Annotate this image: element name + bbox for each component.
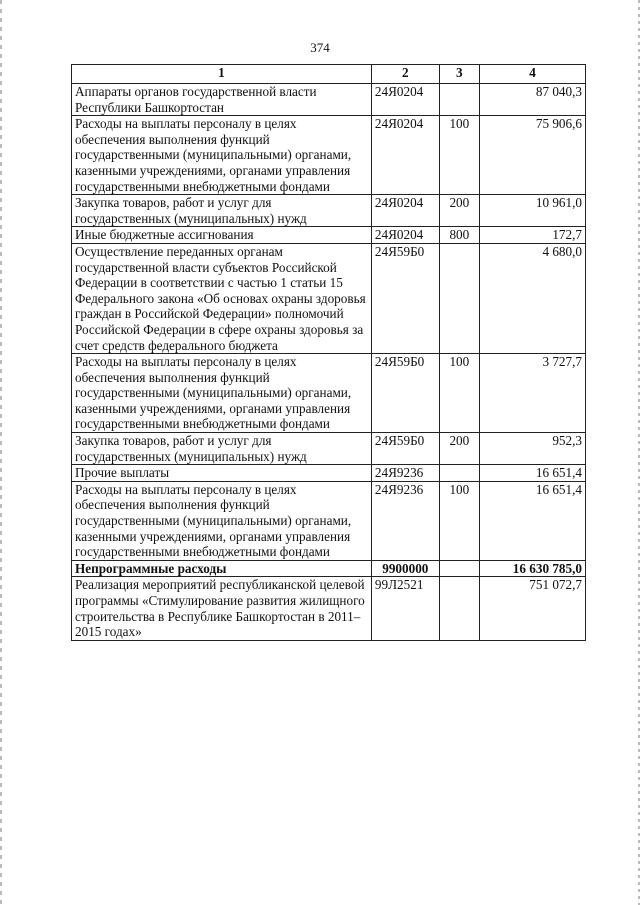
row-code: 24Я0204	[371, 195, 439, 227]
row-group	[439, 560, 479, 577]
table-row	[72, 84, 586, 116]
row-name: Реализация мероприятий республиканской целевой программы «Стимулирование развития жилищного строительства в Республике Башкортостан в 2011–2015 годах»	[72, 577, 372, 640]
row-amount: 16 651,4	[479, 465, 585, 482]
header-cell-amount: 4	[479, 65, 585, 84]
row-code: 24Я0204	[371, 84, 439, 116]
table-row	[72, 195, 586, 227]
row-amount: 16 651,4	[479, 481, 585, 560]
row-amount: 751 072,7	[479, 577, 585, 640]
row-group	[439, 84, 479, 116]
row-group: 100	[439, 116, 479, 195]
row-amount: 3 727,7	[479, 354, 585, 433]
row-group	[439, 243, 479, 353]
row-name: Расходы на выплаты персоналу в целях обеспечения выполнения функций государственными (муниципальными) органами, казенными учреждениями, органами управления государственными внебюджетными фондами	[72, 481, 372, 560]
row-group: 800	[439, 227, 479, 244]
row-amount: 16 630 785,0	[479, 560, 585, 577]
row-name: Расходы на выплаты персоналу в целях обеспечения выполнения функций государственными (муниципальными) органами, казенными учреждениями, органами управления государственными внебюджетными фондами	[72, 354, 372, 433]
row-group: 100	[439, 481, 479, 560]
row-code: 99Л2521	[371, 577, 439, 640]
row-name: Расходы на выплаты персоналу в целях обеспечения выполнения функций государственными (муниципальными) органами, казенными учреждениями, органами управления государственными внебюджетными фондами	[72, 116, 372, 195]
row-code: 24Я9236	[371, 465, 439, 482]
row-name: Закупка товаров, работ и услуг для государственных (муниципальных) нужд	[72, 195, 372, 227]
page-number: 374	[310, 40, 330, 55]
row-amount: 87 040,3	[479, 84, 585, 116]
row-code: 24Я59Б0	[371, 243, 439, 353]
header-row	[72, 65, 586, 84]
table-row	[72, 577, 586, 640]
table-row	[72, 481, 586, 560]
row-group: 100	[439, 354, 479, 433]
table-row-total	[72, 560, 586, 577]
table-row	[72, 227, 586, 244]
row-amount: 10 961,0	[479, 195, 585, 227]
row-amount: 952,3	[479, 433, 585, 465]
table-row	[72, 243, 586, 353]
row-code: 24Я0204	[371, 227, 439, 244]
header-cell-group: 3	[439, 65, 479, 84]
row-name: Аппараты органов государственной власти Республики Башкортостан	[72, 84, 372, 116]
row-name: Прочие выплаты	[72, 465, 372, 482]
row-group	[439, 577, 479, 640]
row-name: Осуществление переданных органам государственной власти субъектов Российской Федерации в соответствии с частью 1 статьи 15 Федерального закона «Об основах охраны здоровья граждан в Российской Федерации» полномочий Российской Федерации в сфере охраны здоровья за счет средств федерального бюджета	[72, 243, 372, 353]
row-name: Непрограммные расходы	[72, 560, 372, 577]
scan-edge-left	[0, 0, 2, 905]
budget-table	[71, 64, 586, 641]
table-row	[72, 116, 586, 195]
row-amount: 4 680,0	[479, 243, 585, 353]
row-group: 200	[439, 195, 479, 227]
row-code: 24Я9236	[371, 481, 439, 560]
row-code: 24Я59Б0	[371, 433, 439, 465]
row-code: 24Я0204	[371, 116, 439, 195]
row-group	[439, 465, 479, 482]
table-row	[72, 465, 586, 482]
row-code: 9900000	[371, 560, 439, 577]
row-name: Иные бюджетные ассигнования	[72, 227, 372, 244]
row-code: 24Я59Б0	[371, 354, 439, 433]
row-amount: 75 906,6	[479, 116, 585, 195]
header-cell-code: 2	[371, 65, 439, 84]
row-amount: 172,7	[479, 227, 585, 244]
table-row	[72, 354, 586, 433]
table-row	[72, 433, 586, 465]
row-group: 200	[439, 433, 479, 465]
row-name: Закупка товаров, работ и услуг для государственных (муниципальных) нужд	[72, 433, 372, 465]
header-cell-name: 1	[72, 65, 372, 84]
